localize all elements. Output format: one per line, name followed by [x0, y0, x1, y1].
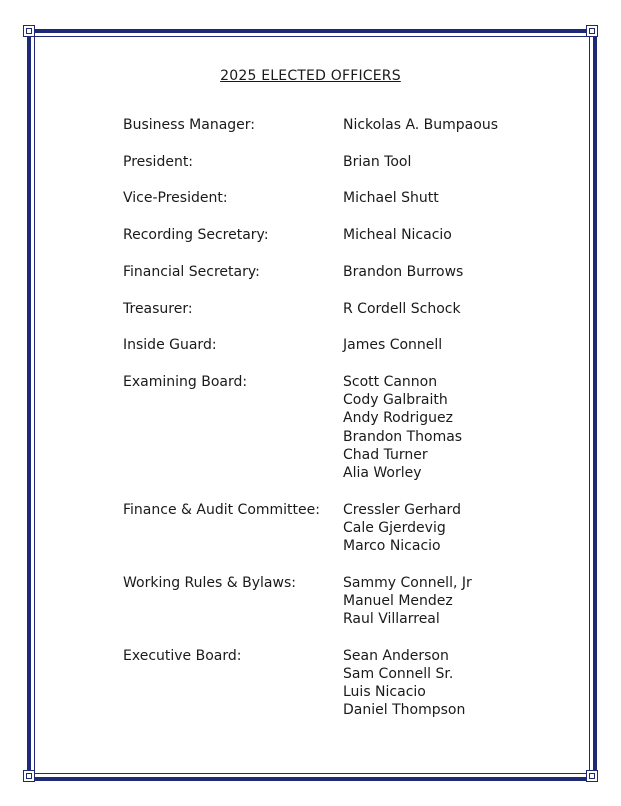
officer-row	[123, 263, 543, 281]
officer-role: Finance & Audit Committee:	[123, 501, 320, 518]
officer-name: Brandon Thomas	[343, 428, 463, 445]
officer-name: Cody Galbraith	[343, 392, 448, 409]
officer-role: Treasurer:	[123, 300, 193, 317]
officer-names	[343, 501, 543, 556]
officer-names	[343, 189, 543, 207]
officer-name: Sam Connell Sr.	[343, 666, 454, 683]
officer-row	[123, 647, 543, 720]
officer-row	[123, 226, 543, 244]
officer-role: Financial Secretary:	[123, 263, 260, 280]
officer-name: Daniel Thompson	[343, 702, 466, 719]
officer-row	[123, 300, 543, 318]
officer-name: Sammy Connell, Jr	[343, 574, 472, 591]
document-title: 2025 ELECTED OFFICERS	[220, 68, 401, 84]
officer-names	[343, 226, 543, 244]
officer-name: Brian Tool	[343, 153, 412, 170]
officer-name: Raul Villarreal	[343, 611, 440, 628]
officer-name: Marco Nicacio	[343, 538, 441, 555]
officer-names	[343, 373, 543, 482]
officer-name: Manuel Mendez	[343, 592, 453, 609]
officer-role: Vice-President:	[123, 190, 228, 207]
officer-name: James Connell	[343, 337, 443, 354]
officer-names	[343, 153, 543, 171]
border-corner-ornament	[23, 770, 35, 782]
officer-role: President:	[123, 153, 194, 170]
officers-list	[123, 116, 543, 738]
officer-name: Luis Nicacio	[343, 684, 426, 701]
officer-names	[343, 574, 543, 629]
officer-row	[123, 116, 543, 134]
officer-name: Micheal Nicacio	[343, 227, 452, 244]
border-corner-ornament	[23, 25, 35, 37]
officer-role: Recording Secretary:	[123, 227, 269, 244]
officer-row	[123, 153, 543, 171]
officer-names	[343, 336, 543, 354]
officer-names	[343, 263, 543, 281]
officer-row	[123, 189, 543, 207]
officer-name: Chad Turner	[343, 446, 428, 463]
officer-name: Alia Worley	[343, 464, 422, 481]
officer-name: Scott Cannon	[343, 373, 438, 390]
officer-name: Andy Rodriguez	[343, 410, 453, 427]
officer-names	[343, 300, 543, 318]
officer-name: Sean Anderson	[343, 647, 449, 664]
officer-row	[123, 574, 543, 629]
border-corner-ornament	[586, 25, 598, 37]
officer-role: Working Rules & Bylaws:	[123, 574, 296, 591]
officer-role: Business Manager:	[123, 117, 256, 133]
officer-name: Brandon Burrows	[343, 263, 464, 280]
officer-name: Cressler Gerhard	[343, 501, 461, 518]
officer-role: Executive Board:	[123, 647, 242, 664]
officer-name: Nickolas A. Bumpaous	[343, 117, 498, 133]
officer-name: Michael Shutt	[343, 190, 439, 207]
border-corner-ornament	[586, 770, 598, 782]
officer-names	[343, 116, 543, 134]
officer-names	[343, 647, 543, 720]
officer-role: Inside Guard:	[123, 337, 217, 354]
officer-name: Cale Gjerdevig	[343, 519, 446, 536]
officer-row	[123, 336, 543, 354]
officer-row	[123, 501, 543, 556]
officer-role: Examining Board:	[123, 373, 248, 390]
officer-name: R Cordell Schock	[343, 300, 461, 317]
officer-row	[123, 373, 543, 482]
